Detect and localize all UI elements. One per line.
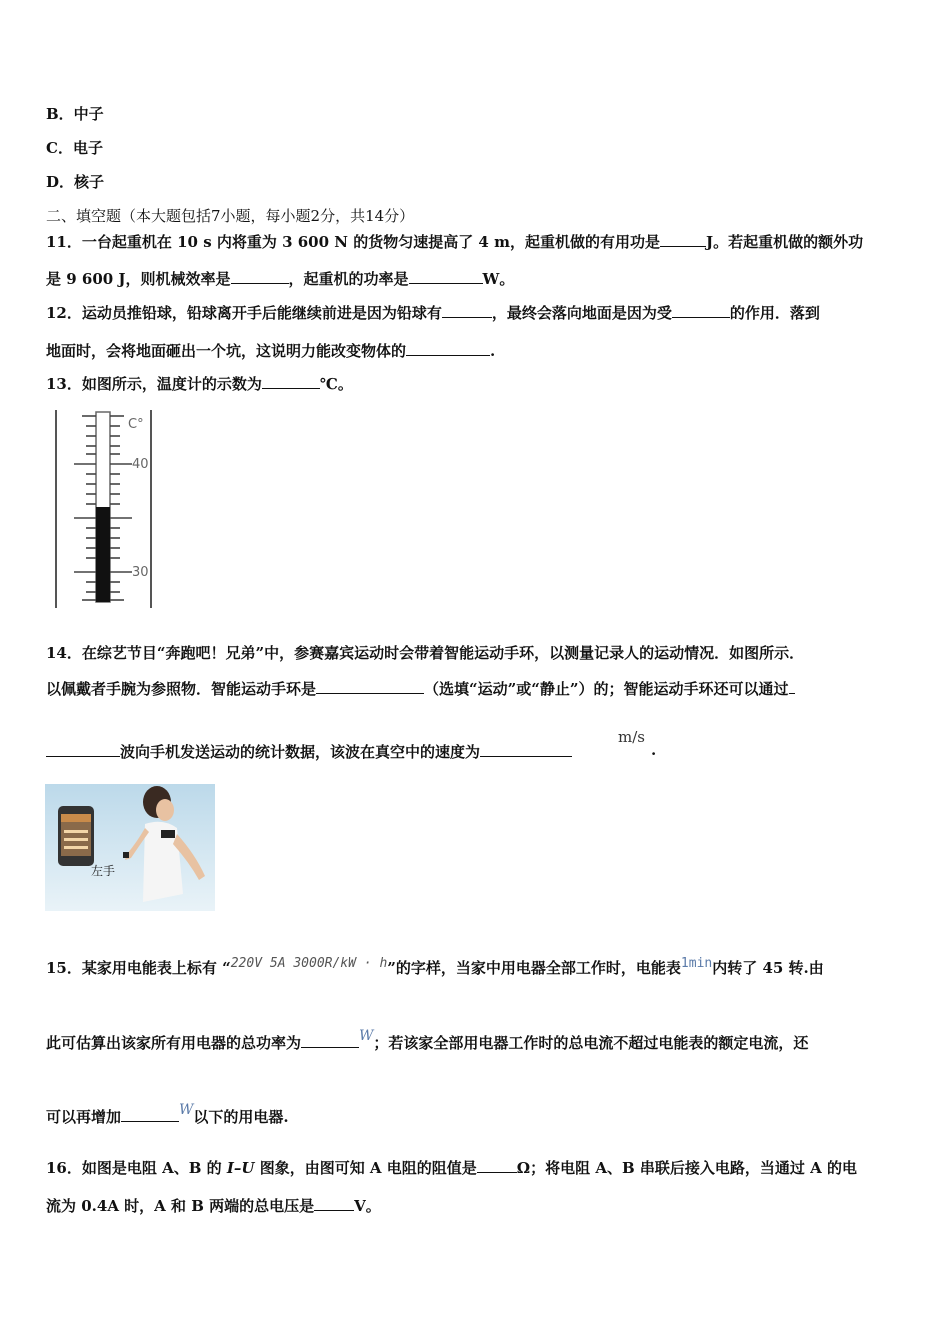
question-13-line-1 <box>46 373 353 394</box>
answer-blank[interactable] <box>409 269 483 284</box>
answer-blank[interactable] <box>477 1158 517 1173</box>
answer-blank[interactable] <box>262 374 320 389</box>
question-16-line-1 <box>46 1157 857 1178</box>
answer-blank[interactable] <box>660 232 706 247</box>
thermometer-figure <box>52 408 162 610</box>
q14-period: . <box>651 741 657 759</box>
question-15-line-1 <box>46 957 824 978</box>
answer-blank[interactable] <box>316 679 424 694</box>
thermometer-drawing <box>52 408 162 610</box>
answer-blank[interactable] <box>480 742 572 757</box>
q12-text-c: 的作用．落到 <box>729 304 820 322</box>
answer-blank[interactable] <box>121 1107 179 1122</box>
meter-formula: 220V 5A 3000R/kW · h <box>230 956 388 971</box>
q11-text-c: 是 9 600 J，则机械效率是 <box>46 270 231 288</box>
q13-text-b: ℃。 <box>319 375 353 393</box>
question-11-line-1 <box>46 231 863 252</box>
q14-text-c: 波向手机发送运动的统计数据，该波在真空中的速度为 <box>120 743 481 761</box>
q12-text-b: ，最终会落向地面是因为受 <box>491 304 672 322</box>
q12-text-a: 12．运动员推铅球，铅球离开手后能继续前进是因为铅球有 <box>46 304 442 322</box>
q14-text-b: （选填“运动”或“静止”）的；智能运动手环还可以通过 <box>424 680 789 698</box>
q11-text-e: W。 <box>482 270 515 288</box>
answer-blank[interactable] <box>789 679 795 694</box>
q16-text-c: Ω；将电阻 A、B 串联后接入电路，当通过 A 的电 <box>516 1159 857 1177</box>
q15-text-e: ；若该家全部用电器工作时的总电流不超过电能表的额定电流，还 <box>373 1034 809 1052</box>
q16-text-b: 图象，由图可知 A 电阻的阻值是 <box>254 1159 477 1177</box>
q16-text-d: 流为 0.4A 时，A 和 B 两端的总电压是 <box>46 1197 315 1215</box>
question-15-line-3 <box>46 1102 289 1127</box>
iu-label: I–U <box>226 1159 255 1177</box>
question-11-line-2 <box>46 268 514 289</box>
q15-text-f: 可以再增加 <box>46 1108 122 1126</box>
runner-photo <box>45 784 215 911</box>
mercury-column <box>96 507 110 602</box>
q13-text-a: 13．如图所示，温度计的示数为 <box>46 375 262 393</box>
q11-text-a: 11．一台起重机在 10 s 内将重为 3 600 N 的货物匀速提高了 4 m，起重机做的有用功是 <box>46 233 660 251</box>
runner-illustration <box>45 784 215 911</box>
q15-text-c: 内转了 45 转.由 <box>712 959 824 977</box>
wristband-icon <box>123 852 129 858</box>
answer-blank[interactable] <box>301 1033 359 1048</box>
q15-text-a: 15．某家用电能表上标有 “ <box>46 959 231 977</box>
q15-text-g: 以下的用电器. <box>193 1108 289 1126</box>
question-16-line-2 <box>46 1195 381 1216</box>
q11-text-b: J。若起重机做的额外功 <box>705 233 864 251</box>
answer-blank[interactable] <box>672 303 730 318</box>
answer-blank[interactable] <box>442 303 492 318</box>
answer-blank[interactable] <box>231 269 289 284</box>
question-14-line-1: 14．在综艺节目“奔跑吧！兄弟”中，参赛嘉宾运动时会带着智能运动手环，以测量记录人的运动情况．如图所示． <box>46 644 805 662</box>
q15-text-d: 此可估算出该家所有用电器的总功率为 <box>46 1034 302 1052</box>
q16-text-a: 16．如图是电阻 A、B 的 <box>46 1159 227 1177</box>
q14-text-a: 以佩戴者手腕为参照物．智能运动手环是 <box>46 680 317 698</box>
option-d: D．核子 <box>46 173 105 191</box>
answer-blank[interactable] <box>314 1196 354 1211</box>
answer-blank[interactable] <box>46 742 120 757</box>
q12-text-e: . <box>490 342 496 360</box>
question-12-line-2 <box>46 340 495 361</box>
q11-text-d: ，起重机的功率是 <box>288 270 409 288</box>
thermometer-unit: C° <box>128 417 144 432</box>
question-12-line-1 <box>46 302 820 323</box>
watt-unit: W <box>179 1102 194 1118</box>
option-c: C．电子 <box>46 139 103 157</box>
speed-unit: m/s <box>618 728 645 746</box>
watt-unit: W <box>359 1028 374 1044</box>
q16-text-e: V。 <box>354 1197 381 1215</box>
question-15-line-2 <box>46 1028 809 1053</box>
thermometer-label-30: 30 <box>132 565 149 580</box>
question-14-line-2 <box>46 678 795 699</box>
q12-text-d: 地面时，会将地面砸出一个坑，这说明力能改变物体的 <box>46 342 407 360</box>
option-b: B．中子 <box>46 105 104 123</box>
q15-text-b: ”的字样，当家中用电器全部工作时，电能表 <box>387 959 681 977</box>
time-label: 1min <box>680 956 713 971</box>
question-14-line-3 <box>46 741 572 762</box>
thermometer-label-40: 40 <box>132 457 149 472</box>
answer-blank[interactable] <box>406 341 490 356</box>
section-heading: 二、填空题（本大题包括7小题，每小题2分，共14分） <box>46 207 415 225</box>
photo-caption: 左手 <box>91 864 116 878</box>
